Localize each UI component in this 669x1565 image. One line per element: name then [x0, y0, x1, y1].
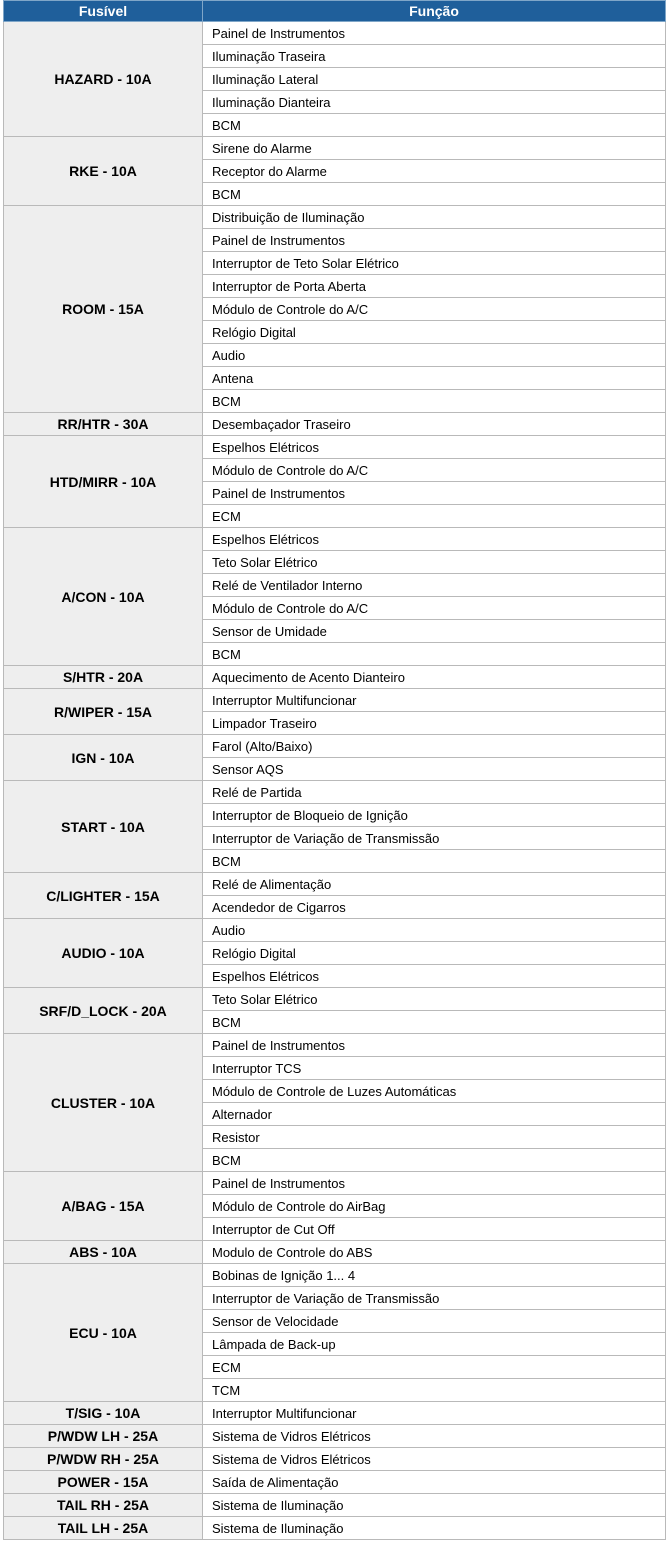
table-row	[4, 988, 666, 1011]
fuse-function: Relógio Digital	[203, 321, 666, 344]
fuse-function: BCM	[203, 643, 666, 666]
fuse-function: BCM	[203, 1149, 666, 1172]
table-row	[4, 666, 666, 689]
fuse-function: Acendedor de Cigarros	[203, 896, 666, 919]
table-header-row	[4, 1, 666, 22]
fuse-name: A/CON - 10A	[4, 528, 203, 666]
fuse-function: Teto Solar Elétrico	[203, 988, 666, 1011]
fuse-name: C/LIGHTER - 15A	[4, 873, 203, 919]
fuse-function: Teto Solar Elétrico	[203, 551, 666, 574]
fuse-function: Relógio Digital	[203, 942, 666, 965]
fuse-function: Painel de Instrumentos	[203, 1172, 666, 1195]
fuse-name: TAIL RH - 25A	[4, 1494, 203, 1517]
fuse-function: Desembaçador Traseiro	[203, 413, 666, 436]
fuse-name: SRF/D_LOCK - 20A	[4, 988, 203, 1034]
fuse-function: Audio	[203, 344, 666, 367]
fuse-function: Interruptor de Cut Off	[203, 1218, 666, 1241]
fuse-function: Farol (Alto/Baixo)	[203, 735, 666, 758]
table-row	[4, 1172, 666, 1195]
fuse-function: ECM	[203, 1356, 666, 1379]
fuse-function: BCM	[203, 390, 666, 413]
table-row	[4, 735, 666, 758]
fuse-function: Relé de Alimentação	[203, 873, 666, 896]
fuse-function: Sistema de Vidros Elétricos	[203, 1448, 666, 1471]
fuse-name: RR/HTR - 30A	[4, 413, 203, 436]
fuse-function: Espelhos Elétricos	[203, 528, 666, 551]
fuse-name: POWER - 15A	[4, 1471, 203, 1494]
fuse-function: Módulo de Controle do A/C	[203, 459, 666, 482]
table-row	[4, 137, 666, 160]
fuse-function: Relé de Ventilador Interno	[203, 574, 666, 597]
fuse-name: R/WIPER - 15A	[4, 689, 203, 735]
table-row	[4, 689, 666, 712]
fuse-function: Painel de Instrumentos	[203, 482, 666, 505]
fuse-table	[3, 0, 666, 1540]
fuse-name: A/BAG - 15A	[4, 1172, 203, 1241]
fuse-function: Interruptor Multifuncionar	[203, 689, 666, 712]
fuse-name: RKE - 10A	[4, 137, 203, 206]
fuse-name: ROOM - 15A	[4, 206, 203, 413]
fuse-function: TCM	[203, 1379, 666, 1402]
fuse-function: ECM	[203, 505, 666, 528]
fuse-function: Interruptor de Teto Solar Elétrico	[203, 252, 666, 275]
fuse-function: Interruptor de Bloqueio de Ignição	[203, 804, 666, 827]
fuse-function: Módulo de Controle do A/C	[203, 597, 666, 620]
table-row	[4, 1517, 666, 1540]
fuse-function: Iluminação Dianteira	[203, 91, 666, 114]
fuse-function: Espelhos Elétricos	[203, 965, 666, 988]
fuse-function: BCM	[203, 114, 666, 137]
fuse-function: Receptor do Alarme	[203, 160, 666, 183]
fuse-name: P/WDW RH - 25A	[4, 1448, 203, 1471]
fuse-function: Interruptor de Variação de Transmissão	[203, 1287, 666, 1310]
fuse-function: Resistor	[203, 1126, 666, 1149]
fuse-function: Interruptor Multifuncionar	[203, 1402, 666, 1425]
fuse-function: BCM	[203, 1011, 666, 1034]
fuse-function: Painel de Instrumentos	[203, 22, 666, 45]
table-row	[4, 22, 666, 45]
fuse-function: Módulo de Controle do AirBag	[203, 1195, 666, 1218]
fuse-function: Sensor de Velocidade	[203, 1310, 666, 1333]
table-row	[4, 1034, 666, 1057]
fuse-function: Sensor AQS	[203, 758, 666, 781]
fuse-function: Iluminação Traseira	[203, 45, 666, 68]
table-row	[4, 1448, 666, 1471]
fuse-function: BCM	[203, 850, 666, 873]
fuse-function: Interruptor de Variação de Transmissão	[203, 827, 666, 850]
fuse-name: CLUSTER - 10A	[4, 1034, 203, 1172]
fuse-function: Lâmpada de Back-up	[203, 1333, 666, 1356]
fuse-function: Painel de Instrumentos	[203, 229, 666, 252]
fuse-function: Antena	[203, 367, 666, 390]
fuse-function: Sistema de Iluminação	[203, 1517, 666, 1540]
fuse-function: BCM	[203, 183, 666, 206]
table-row	[4, 206, 666, 229]
table-row	[4, 1471, 666, 1494]
fuse-name: S/HTR - 20A	[4, 666, 203, 689]
fuse-function: Limpador Traseiro	[203, 712, 666, 735]
fuse-table-body	[4, 22, 666, 1540]
fuse-function: Sensor de Umidade	[203, 620, 666, 643]
fuse-function: Painel de Instrumentos	[203, 1034, 666, 1057]
table-row	[4, 1402, 666, 1425]
table-row	[4, 1241, 666, 1264]
fuse-function: Distribuição de Iluminação	[203, 206, 666, 229]
table-row	[4, 528, 666, 551]
fuse-function: Interruptor de Porta Aberta	[203, 275, 666, 298]
fuse-name: ECU - 10A	[4, 1264, 203, 1402]
fuse-name: START - 10A	[4, 781, 203, 873]
fuse-function: Iluminação Lateral	[203, 68, 666, 91]
table-row	[4, 873, 666, 896]
fuse-table-container	[3, 0, 665, 1540]
table-row	[4, 436, 666, 459]
fuse-function: Interruptor TCS	[203, 1057, 666, 1080]
fuse-name: TAIL LH - 25A	[4, 1517, 203, 1540]
table-row	[4, 919, 666, 942]
fuse-name: P/WDW LH - 25A	[4, 1425, 203, 1448]
fuse-function: Sistema de Iluminação	[203, 1494, 666, 1517]
fuse-name: IGN - 10A	[4, 735, 203, 781]
fuse-name: ABS - 10A	[4, 1241, 203, 1264]
fuse-function: Sirene do Alarme	[203, 137, 666, 160]
fuse-function: Módulo de Controle do A/C	[203, 298, 666, 321]
table-row	[4, 1425, 666, 1448]
fuse-function: Bobinas de Ignição 1... 4	[203, 1264, 666, 1287]
header-fuse: Fusível	[4, 1, 203, 22]
table-row	[4, 781, 666, 804]
fuse-function: Saída de Alimentação	[203, 1471, 666, 1494]
header-function: Função	[203, 1, 666, 22]
fuse-name: HTD/MIRR - 10A	[4, 436, 203, 528]
fuse-function: Alternador	[203, 1103, 666, 1126]
table-row	[4, 1264, 666, 1287]
fuse-function: Modulo de Controle do ABS	[203, 1241, 666, 1264]
fuse-function: Audio	[203, 919, 666, 942]
table-row	[4, 1494, 666, 1517]
fuse-function: Aquecimento de Acento Dianteiro	[203, 666, 666, 689]
fuse-function: Relé de Partida	[203, 781, 666, 804]
fuse-name: HAZARD - 10A	[4, 22, 203, 137]
fuse-function: Módulo de Controle de Luzes Automáticas	[203, 1080, 666, 1103]
fuse-function: Espelhos Elétricos	[203, 436, 666, 459]
fuse-name: T/SIG - 10A	[4, 1402, 203, 1425]
table-row	[4, 413, 666, 436]
fuse-name: AUDIO - 10A	[4, 919, 203, 988]
fuse-function: Sistema de Vidros Elétricos	[203, 1425, 666, 1448]
